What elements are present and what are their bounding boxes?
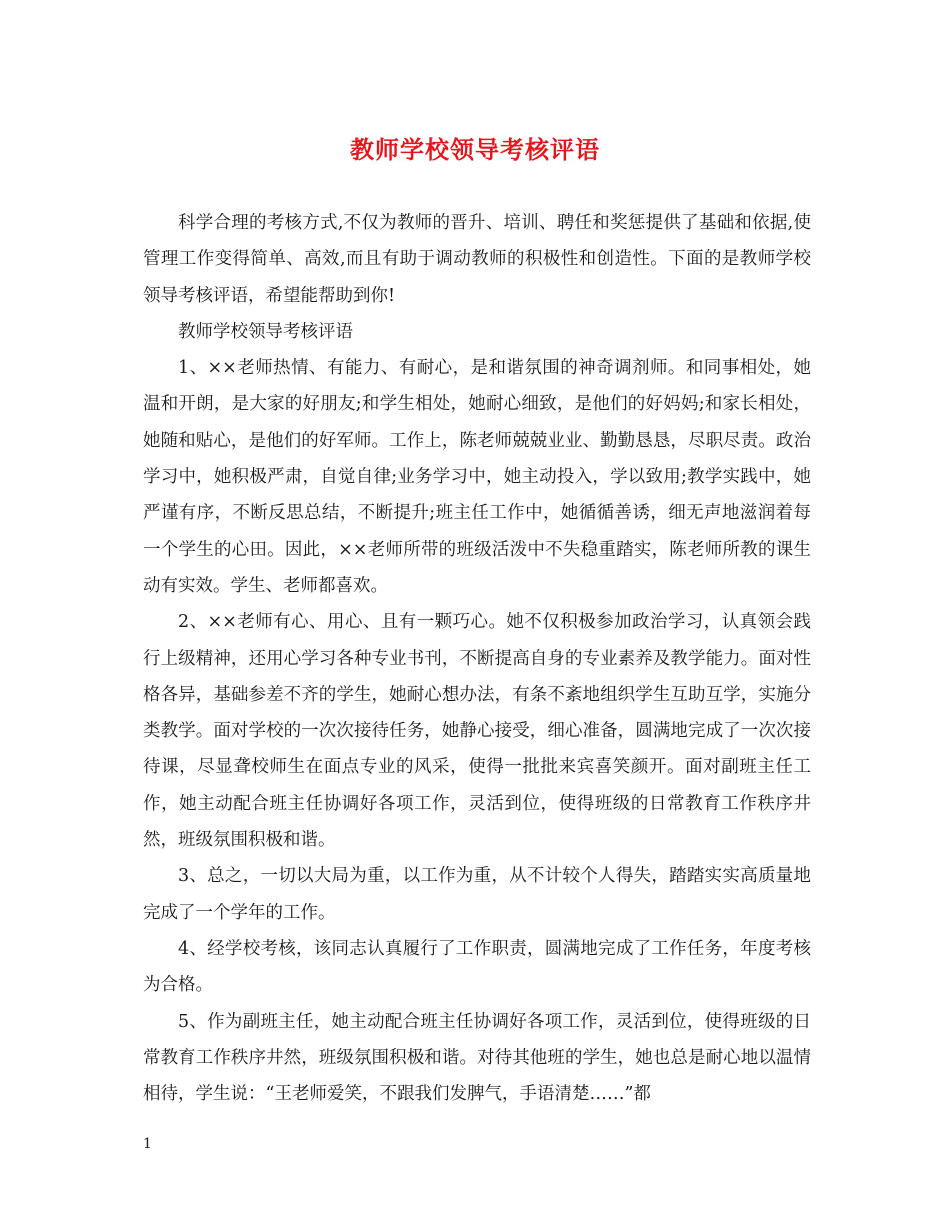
section-heading: 教师学校领导考核评语: [178, 321, 353, 342]
document-title: 教师学校领导考核评语: [350, 135, 600, 164]
document-body: [143, 205, 811, 1112]
comment-paragraph-2: 2、××老师有心、用心、且有一颗巧心。她不仅积极参加政治学习，认真领会践行上级精神，还用心学习各种专业书刊，不断提高自身的专业素养及教学能力。面对性格各异，基础参差不齐的学生，她耐心想办法，有条不紊地组织学生互助互学，实施分类教学。面对学校的一次次接待任务，她静心接受，细心准备，圆满地完成了一次次接待课，尽显聋校师生在面点专业的风采，使得一批批来宾喜笑颜开。面对副班主任工作，她主动配合班主任协调好各项工作，灵活到位，使得班级的日常教育工作秩序井然，班级氛围积极和谐。: [143, 612, 811, 851]
comment-paragraph-1: 1、××老师热情、有能力、有耐心，是和谐氛围的神奇调剂师。和同事相处，她温和开朗，是大家的好朋友;和学生相处，她耐心细致，是他们的好妈妈;和家长相处，她随和贴心，是他们的好军师。工作上，陈老师兢兢业业、勤勤恳恳，尽职尽责。政治学习中，她积极严肃，自觉自律;业务学习中，她主动投入，学以致用;教学实践中，她严谨有序，不断反思总结，不断提升;班主任工作中，她循循善诱，细无声地滋润着每一个学生的心田。因此，××老师所带的班级活泼中不失稳重踏实，陈老师所教的课生动有实效。学生、老师都喜欢。: [143, 358, 811, 596]
comment-paragraph-4: 4、经学校考核，该同志认真履行了工作职责，圆满地完成了工作任务，年度考核为合格。: [143, 938, 811, 996]
comment-paragraph-3: 3、总之，一切以大局为重，以工作为重，从不计较个人得失，踏踏实实高质量地完成了一个学年的工作。: [143, 866, 811, 923]
comment-paragraph-5: 5、作为副班主任，她主动配合班主任协调好各项工作，灵活到位，使得班级的日常教育工作秩序井然，班级氛围积极和谐。对待其他班的学生，她也总是耐心地以温情相待，学生说：“王老师爱笑，不跟我们发脾气，手语清楚……”都: [143, 1011, 811, 1105]
page-number: 1: [143, 1136, 152, 1152]
intro-paragraph: 科学合理的考核方式,不仅为教师的晋升、培训、聘任和奖惩提供了基础和依据,使管理工作变得简单、高效,而且有助于调动教师的积极性和创造性。下面的是教师学校领导考核评语，希望能帮助到你!: [143, 213, 811, 306]
